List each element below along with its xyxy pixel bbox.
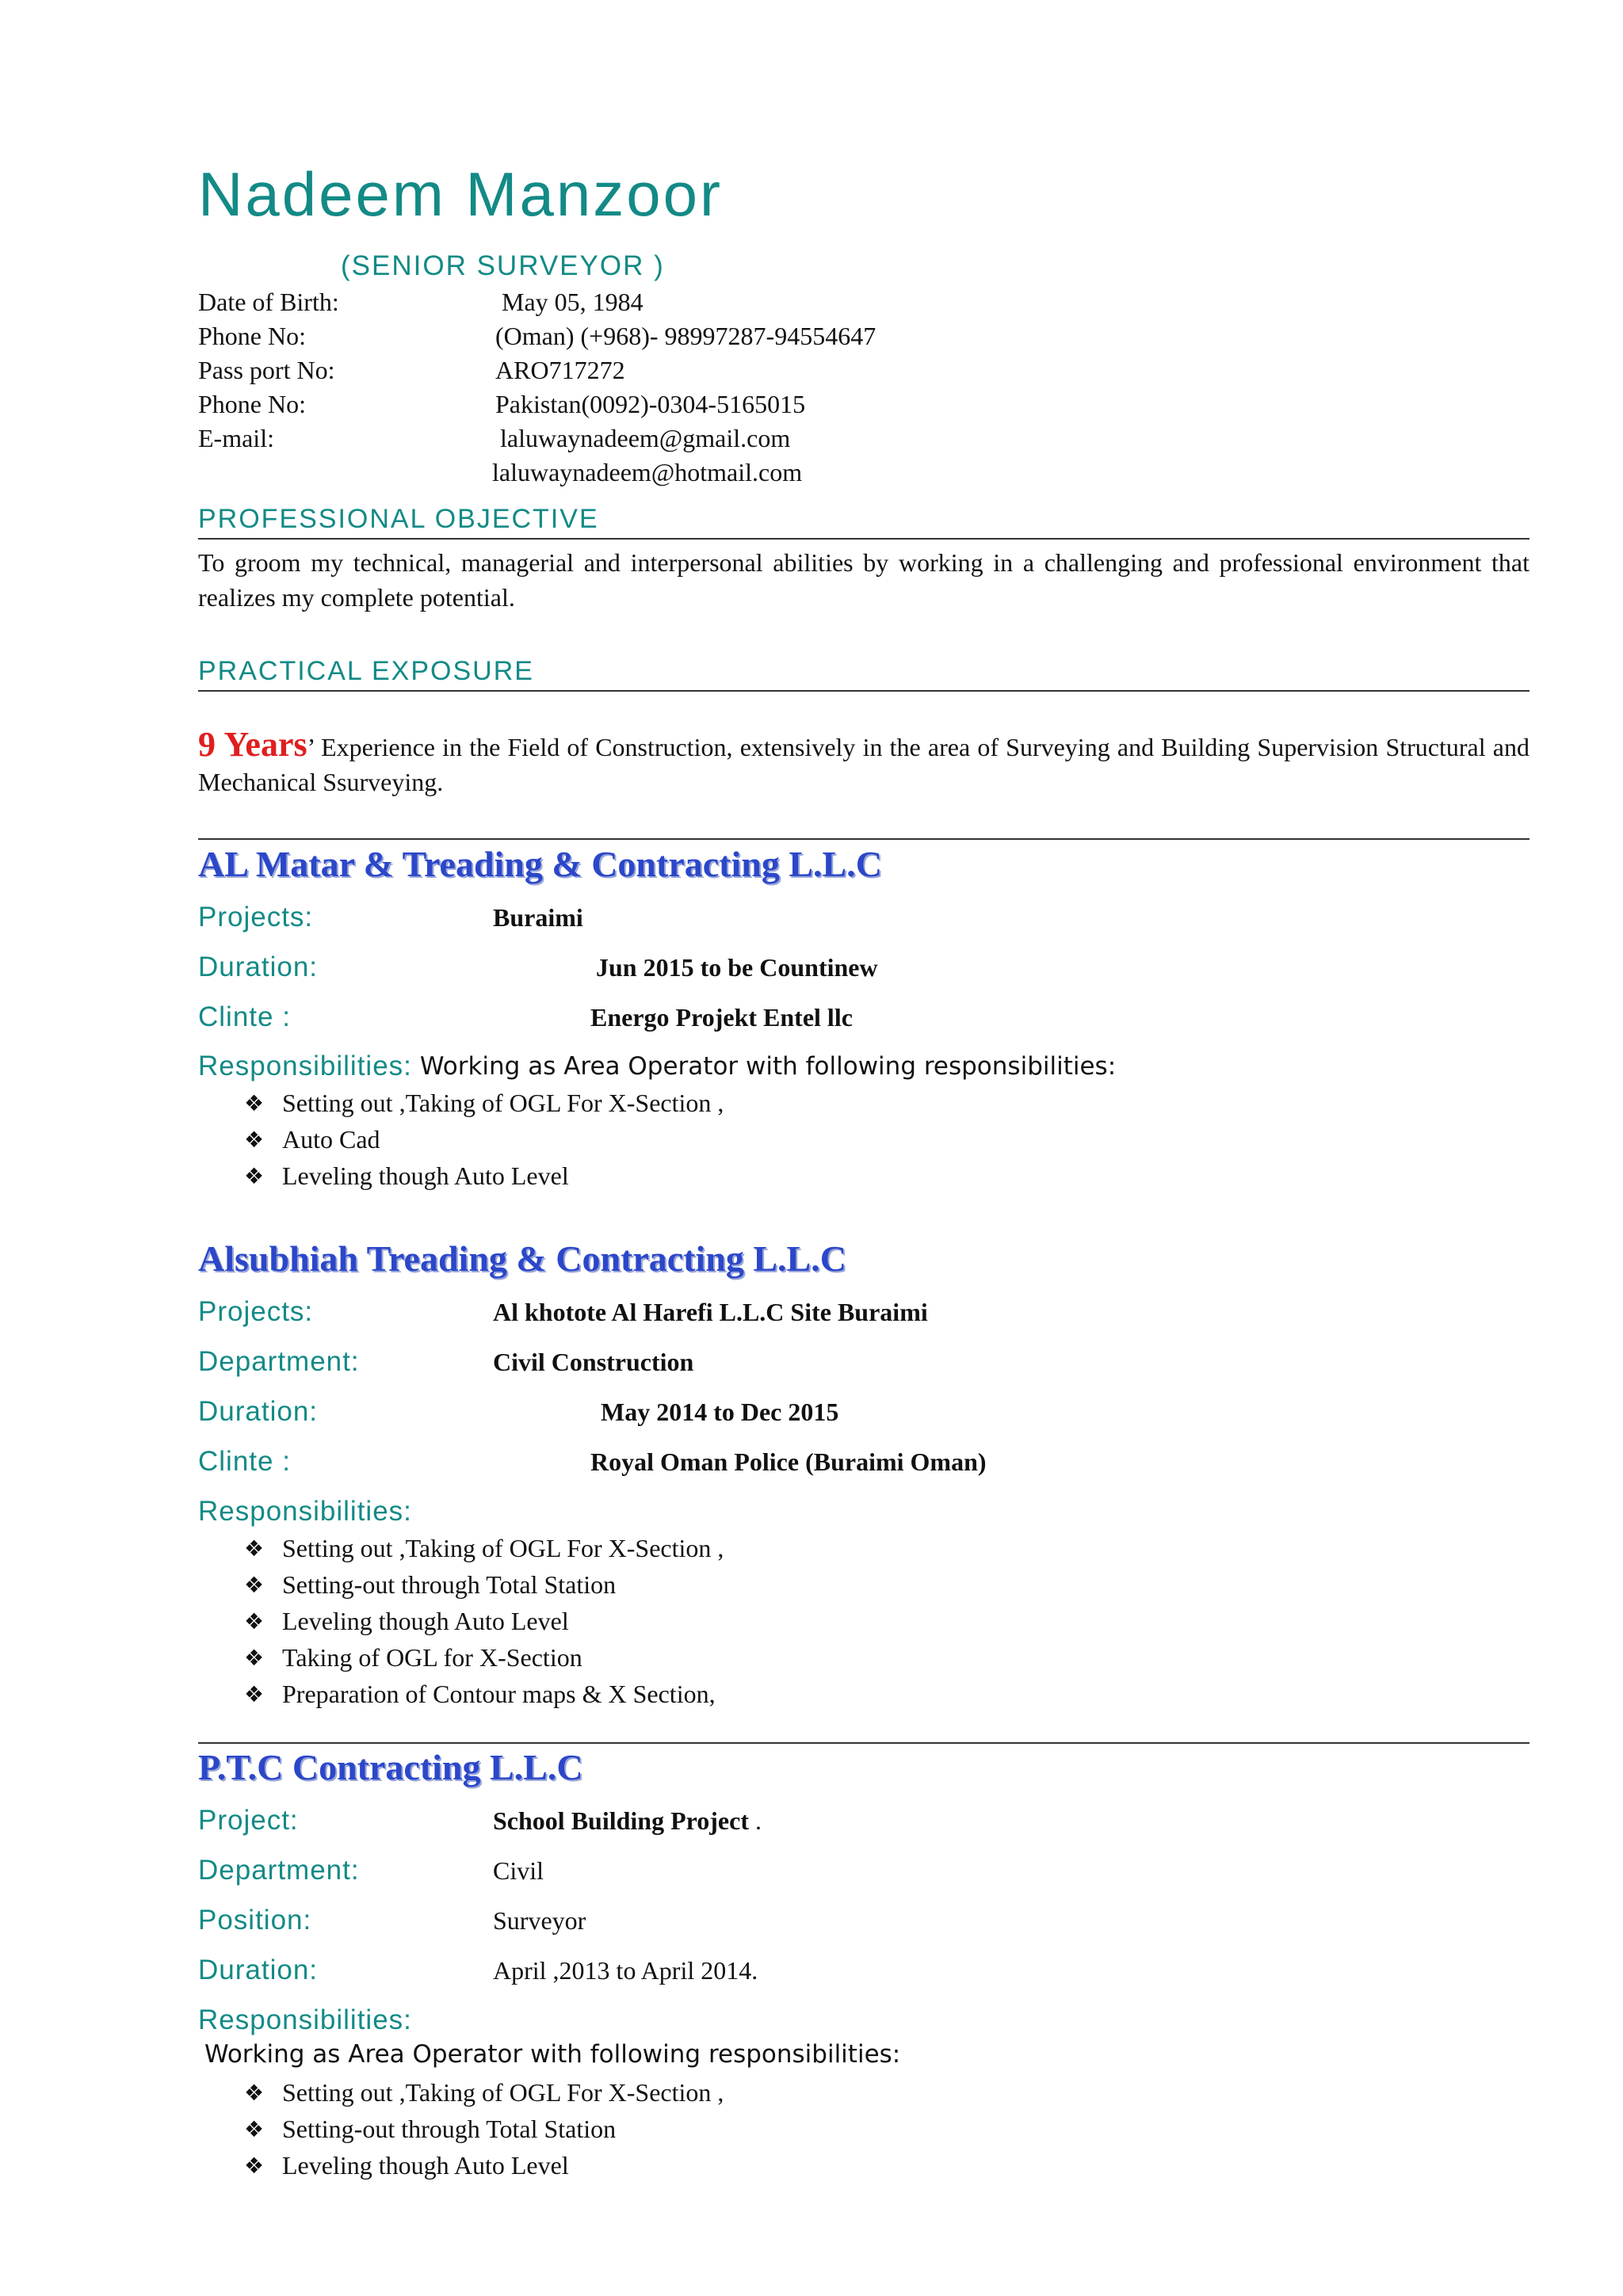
field-label: Clinte : — [198, 1446, 291, 1477]
company-name: AL Matar & Treading & Contracting L.L.C — [198, 844, 882, 884]
job-field-department — [198, 1342, 1529, 1382]
field-value: Buraimi — [493, 902, 583, 932]
job-responsibilities — [198, 1492, 1529, 1531]
job-field-duration — [198, 1951, 1529, 1990]
field-label: Position: — [198, 1905, 312, 1936]
job-field-client — [198, 1442, 1529, 1482]
info-value: May 05, 1984 — [502, 288, 643, 316]
diamond-bullet-icon: ❖ — [244, 2079, 265, 2106]
candidate-name: Nadeem Manzoor — [198, 159, 723, 229]
list-item-text: Leveling though Auto Level — [282, 1161, 569, 1190]
field-value: Civil Construction — [493, 1347, 694, 1376]
info-row-phone-pakistan — [198, 387, 1228, 421]
field-value: Jun 2015 to be Countinew — [596, 952, 878, 982]
diamond-bullet-icon: ❖ — [244, 2115, 265, 2142]
info-value: Pakistan(0092)-0304-5165015 — [495, 390, 806, 418]
responsibilities-intro: Working as Area Operator with following responsibilities: — [204, 2040, 901, 2069]
diamond-bullet-icon: ❖ — [244, 1126, 265, 1153]
field-value: Surveyor — [493, 1905, 586, 1935]
info-label: Phone No: — [198, 390, 306, 418]
diamond-bullet-icon: ❖ — [244, 1535, 265, 1562]
info-row-passport — [198, 353, 1228, 387]
list-item — [244, 1639, 724, 1676]
divider — [198, 838, 1529, 840]
job-responsibilities — [198, 2000, 1529, 2040]
list-item-text: Setting out ,Taking of OGL For X-Section , — [282, 2077, 724, 2107]
company-name: P.T.C Contracting L.L.C — [198, 1747, 583, 1787]
info-row-phone-oman — [198, 319, 1228, 353]
info-value: (Oman) (+968)- 98997287-94554647 — [495, 322, 876, 350]
job-field-projects — [198, 898, 1529, 937]
years-highlight: 9 Years — [198, 725, 307, 764]
exposure-heading: PRACTICAL EXPOSURE — [198, 656, 1529, 692]
field-label: Department: — [198, 1346, 360, 1377]
diamond-bullet-icon: ❖ — [244, 2152, 265, 2179]
email-hotmail-link[interactable]: laluwaynadeem@hotmail.com — [492, 458, 803, 486]
list-item-text: Leveling though Auto Level — [282, 2150, 569, 2180]
list-item — [244, 1603, 724, 1639]
list-item — [244, 1085, 724, 1121]
field-label: Department: — [198, 1855, 360, 1886]
list-item-text: Leveling though Auto Level — [282, 1606, 569, 1635]
field-label: Projects: — [198, 1296, 314, 1327]
info-label: Date of Birth: — [198, 288, 339, 316]
job-field-duration — [198, 1392, 1529, 1432]
list-item-text: Setting-out through Total Station — [282, 1569, 617, 1599]
job-responsibilities — [198, 1047, 1529, 1086]
diamond-bullet-icon: ❖ — [244, 1680, 265, 1707]
objective-heading: PROFESSIONAL OBJECTIVE — [198, 504, 1529, 540]
job-field-projects — [198, 1292, 1529, 1332]
info-row-dob — [198, 285, 1228, 319]
responsibility-list — [244, 1085, 724, 1194]
field-value: Royal Oman Police (Buraimi Oman) — [590, 1447, 987, 1476]
field-label: Clinte : — [198, 1001, 291, 1032]
candidate-role: (SENIOR SURVEYOR ) — [341, 250, 665, 281]
field-label: Responsibilities: — [198, 1051, 412, 1081]
exposure-description: ’ Experience in the Field of Construction, extensively in the area of Surveying and Building Supervision Structural and Mechanical Ssurveying. — [198, 733, 1530, 796]
list-item-text: Auto Cad — [282, 1124, 380, 1154]
field-value: April ,2013 to April 2014. — [493, 1955, 758, 1985]
info-label: Pass port No: — [198, 356, 335, 384]
job-field-department — [198, 1851, 1529, 1890]
job-field-position — [198, 1901, 1529, 1940]
diamond-bullet-icon: ❖ — [244, 1571, 265, 1598]
list-item-text: Taking of OGL for X-Section — [282, 1642, 582, 1672]
responsibility-list — [244, 1530, 724, 1712]
field-label: Responsibilities: — [198, 2004, 412, 2035]
field-label: Projects: — [198, 902, 314, 933]
diamond-bullet-icon: ❖ — [244, 1089, 265, 1116]
diamond-bullet-icon: ❖ — [244, 1162, 265, 1189]
job-field-project — [198, 1801, 1529, 1840]
diamond-bullet-icon: ❖ — [244, 1608, 265, 1634]
field-label: Project: — [198, 1805, 299, 1836]
field-suffix: . — [748, 1806, 762, 1835]
list-item-text: Setting out ,Taking of OGL For X-Section , — [282, 1088, 724, 1117]
info-label: E-mail: — [198, 424, 274, 452]
info-label: Phone No: — [198, 322, 306, 350]
list-item — [244, 1121, 724, 1158]
field-label: Responsibilities: — [198, 1496, 412, 1527]
list-item — [244, 1530, 724, 1566]
email-gmail-link[interactable]: laluwaynadeem@gmail.com — [500, 424, 791, 452]
info-value: ARO717272 — [495, 356, 625, 384]
list-item — [244, 1158, 724, 1194]
field-label: Duration: — [198, 1396, 319, 1427]
exposure-text — [198, 727, 1529, 799]
company-name: Alsubhiah Treading & Contracting L.L.C — [198, 1238, 846, 1279]
personal-info — [198, 285, 1228, 490]
field-value: School Building Project — [493, 1806, 749, 1835]
list-item-text: Setting-out through Total Station — [282, 2114, 617, 2143]
responsibilities-intro: Working as Area Operator with following responsibilities: — [419, 1052, 1117, 1081]
list-item — [244, 2147, 724, 2183]
job-field-duration — [198, 948, 1529, 987]
job-field-client — [198, 997, 1529, 1037]
info-row-email-2 — [198, 456, 1228, 490]
info-row-email — [198, 421, 1228, 456]
list-item-text: Setting out ,Taking of OGL For X-Section , — [282, 1533, 724, 1562]
list-item — [244, 2111, 724, 2147]
objective-text: To groom my technical, managerial and interpersonal abilities by working in a challenging and professional environment that realizes my complete potential. — [198, 548, 1529, 612]
divider — [198, 1742, 1529, 1744]
field-label: Duration: — [198, 952, 319, 982]
list-item-text: Preparation of Contour maps & X Section, — [282, 1679, 716, 1708]
field-label: Duration: — [198, 1955, 319, 1985]
diamond-bullet-icon: ❖ — [244, 1644, 265, 1671]
field-value-group — [493, 1806, 762, 1836]
field-value: May 2014 to Dec 2015 — [601, 1397, 839, 1426]
list-item — [244, 1566, 724, 1603]
field-value: Energo Projekt Entel llc — [590, 1002, 853, 1032]
list-item — [244, 1676, 724, 1712]
responsibility-list — [244, 2074, 724, 2183]
field-value: Al khotote Al Harefi L.L.C Site Buraimi — [493, 1297, 928, 1326]
field-value: Civil — [493, 1855, 544, 1885]
list-item — [244, 2074, 724, 2111]
